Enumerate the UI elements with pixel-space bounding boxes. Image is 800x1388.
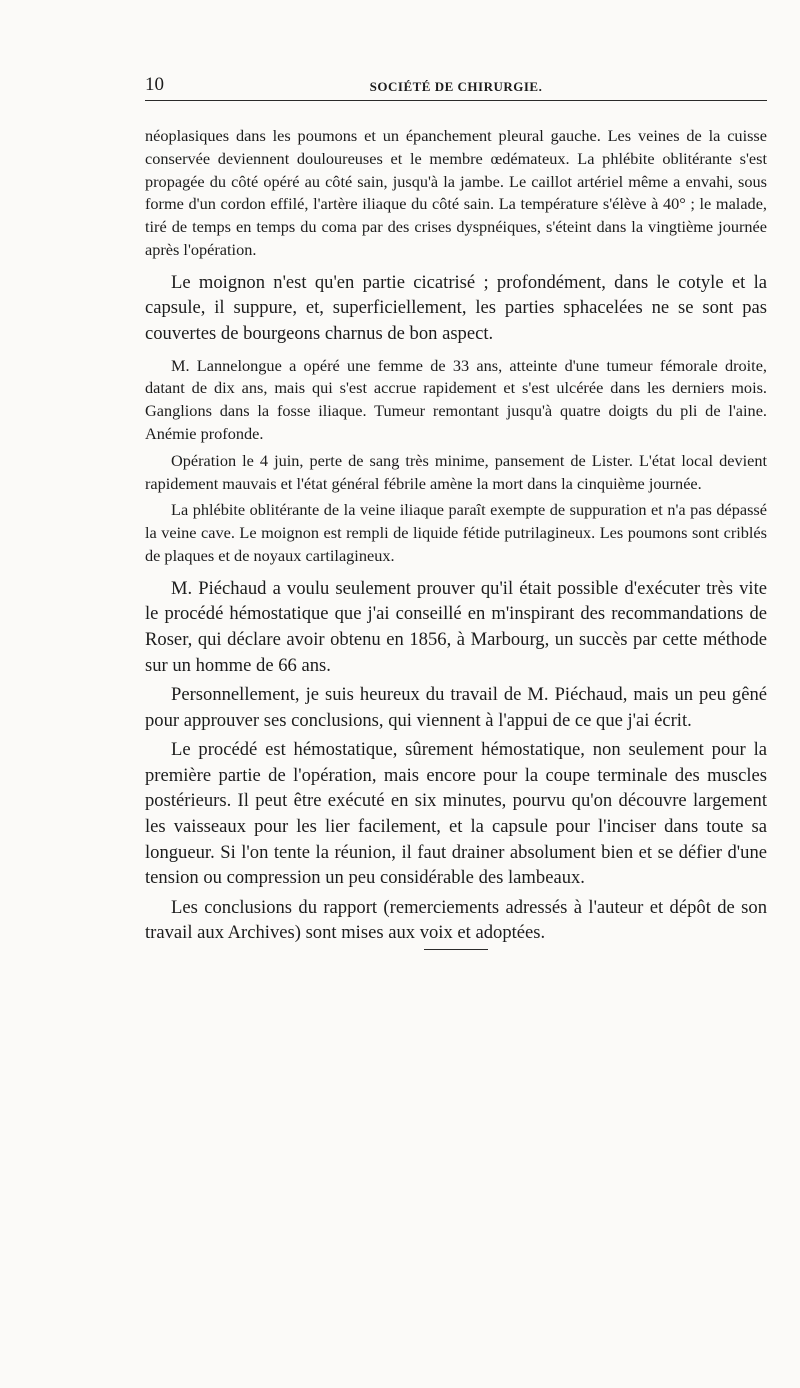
paragraph-3: M. Lannelongue a opéré une femme de 33 ans, atteinte d'une tumeur fémorale droite, datant de dix ans, mais qui s'est accrue rapidement et s'est ulcérée dans les derniers mois. Ganglions dans la fosse iliaque. Tumeur remontant jusqu'à quatre doigts du pli de l'aine. Anémie profonde. [145,355,767,443]
paragraph-8: Le procédé est hémostatique, sûrement hémostatique, non seulement pour la première partie de l'opération, mais encore pour la coupe terminale des muscles postérieurs. Il peut être exécuté en six minutes, pourvu qu'on découvre largement les vaisseaux pour les lier facilement, et la capsule pour l'inciser dans toute sa longueur. Si l'on tente la réunion, il faut drainer absolument bien et se défier d'une tension ou compression un peu considérable des lambeaux. [145,739,767,889]
paragraph-9: Les conclusions du rapport (remerciements adressés à l'auteur et dépôt de son travail aux Archives) sont mises aux voix et adoptées. [145,896,767,944]
page-header [145,70,767,96]
paragraph-6: M. Piéchaud a voulu seulement prouver qu'il était possible d'exécuter très vite le procédé hémostatique que j'ai conseillé en m'inspirant des recommandations de Roser, qui déclare avoir obtenu en 1856, à Marbourg, un succès par cette méthode sur un homme de 66 ans. [145,577,767,676]
end-rule [424,949,488,950]
paragraph-7: Personnellement, je suis heureux du travail de M. Piéchaud, mais un peu gêné pour approuver ses conclusions, qui viennent à l'appui de ce que j'ai écrit. [145,684,767,731]
document-page [145,70,767,944]
paragraph-5: La phlébite oblitérante de la veine iliaque paraît exempte de suppuration et n'a pas dépassé la veine cave. Le moignon est rempli de liquide fétide putrilagineux. Les poumons sont criblés de plaques et de noyaux cartilagineux. [145,500,767,565]
page-number: 10 [145,74,164,95]
running-title: SOCIÉTÉ DE CHIRURGIE. [369,79,543,94]
paragraph-1: néoplasiques dans les poumons et un épanchement pleural gauche. Les veines de la cuisse conservée deviennent douloureuses et le membre œdémateux. La phlébite oblitérante s'est propagée du côté opéré au côté sain, jusqu'à la jambe. Le caillot artériel même a envahi, sous forme d'un cordon effilé, l'artère iliaque du côté sain. La température s'élève à 40° ; le malade, tiré de temps en temps du coma par des crises dyspnéiques, s'éteint dans la vingtième journée après l'opération. [145,126,767,259]
page-body [145,125,767,950]
paragraph-4: Opération le 4 juin, perte de sang très minime, pansement de Lister. L'état local devient rapidement mauvais et l'état général fébrile amène la mort dans la cinquième journée. [145,450,767,493]
header-rule [145,100,767,101]
paragraph-2: Le moignon n'est qu'en partie cicatrisé ; profondément, dans le cotyle et la capsule, il suppure, et, superficiellement, les parties sphacelées ne se sont pas couvertes de bourgeons charnus de bon aspect. [145,271,767,344]
